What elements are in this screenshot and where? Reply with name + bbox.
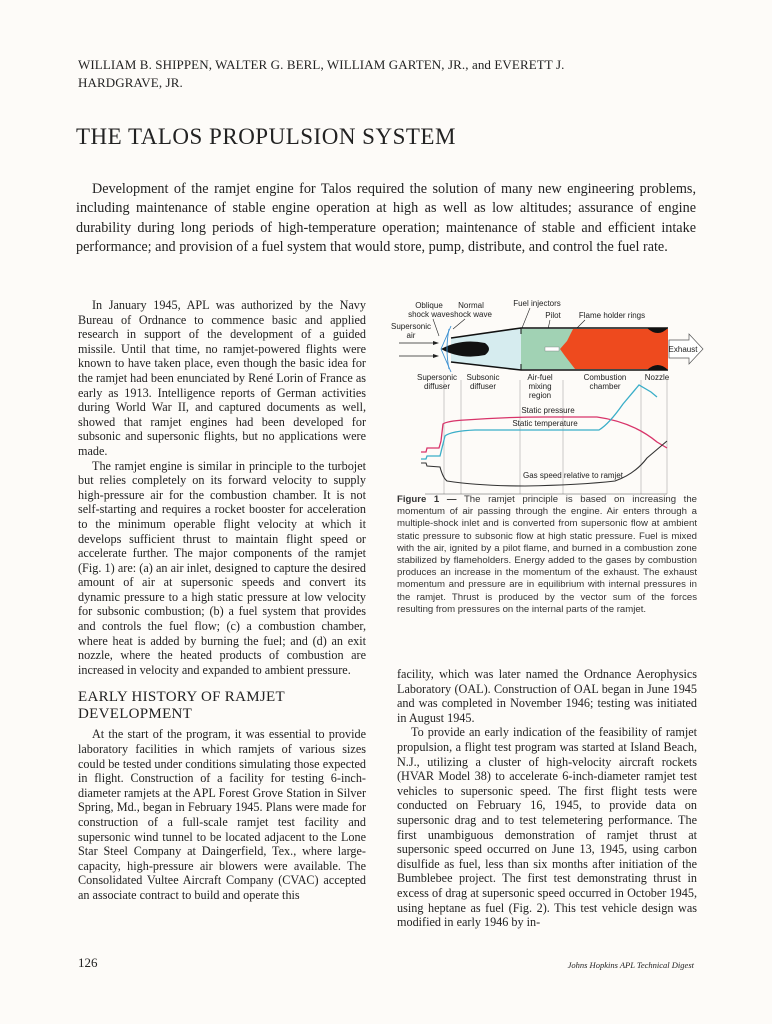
body-paragraph: facility, which was later named the Ordnance Aerophysics Laboratory (OAL). Construction of OAL began in June 1945 and was completed in November 1946; testing was initiated in August 1945. (397, 667, 697, 725)
label-oblique-2: shock wave (408, 310, 450, 319)
caption-text: The ramjet principle is based on increasing the momentum of air passing through the engine. Air enters through a multiple-shock inlet and is converted from supersonic flow at ambient static pressure to subsonic flow at high static pressure. Fuel is mixed with the air, ignited by a pilot flame, and burned in a combustion zone stabilized by flameholders. Energy added to the gases by combustion produces an increase in the momentum of the exhaust. The exhaust momentum and pressure are in equilibrium with internal pressures in the ramjet. Thrust is produced by the vector sum of the forces resulting from pressures on the internal parts of the ramjet. (397, 494, 697, 615)
label-gas-speed: Gas speed relative to ramjet (522, 471, 624, 480)
article-title: THE TALOS PROPULSION SYSTEM (76, 124, 456, 149)
label-combustion-2: chamber (589, 382, 621, 391)
body-paragraph: At the start of the program, it was essential to provide laboratory facilities in which ramjets of various sizes could be tested under conditions simulating those expected in flight. Construction of a facility for testing 6-inch-diameter ramjets at the APL Forest Grove Station in Silver Spring, Md., began in February 1945. Plans were made for construction of a full-scale ramjet test facility and supersonic wind tunnel to be located adjacent to the Lone Star Steel Company at Daingerfield, Tex., where large-capacity, high-pressure air blowers were available. The Consolidated Vultee Aircraft Company (CVAC) accepted an associate contract to build and operate this (78, 727, 366, 902)
label-nozzle: Nozzle (644, 373, 670, 382)
left-column (78, 298, 366, 903)
figure-caption (397, 494, 697, 616)
journal-name: Johns Hopkins APL Technical Digest (567, 960, 694, 970)
label-exhaust: Exhaust (668, 345, 698, 354)
right-column (397, 667, 697, 930)
label-flame-holder: Flame holder rings (578, 311, 646, 320)
abstract: Development of the ramjet engine for Talos required the solution of many new engineering problems, including maintenance of stable engine operation at high as well as low altitudes; assurance of engine durability during long periods of high-temperature operation; maintenance of stable and efficient intake performance; and provision of a fuel system that would store, pump, distribute, and control the fuel rate. (76, 181, 696, 255)
label-supersonic-air: Supersonic (390, 322, 432, 331)
pilot-tube (545, 347, 559, 351)
section-heading: EARLY HISTORY OF RAMJET DEVELOPMENT (78, 689, 285, 723)
label-mixing-2: mixing (528, 382, 552, 391)
body-paragraph: To provide an early indication of the feasibility of ramjet propulsion, a flight test program was started at Island Beach, N.J., utilizing a cluster of high-velocity aircraft rockets (HVAR Model 38) to accelerate 6-inch-diameter ramjet test vehicles to supersonic speed. The first flight tests were conducted on February 16, 1945, to provide data on supersonic drag and to test telemetering performance. The first unambiguous demonstration of ramjet thrust at supersonic speed occurred on June 13, 1945, using carbon disulfide as fuel, less than six months after initiation of the Bumblebee project. The first test demonstrating thrust in excess of drag at supersonic speed occurred in October 1945, using heptane as fuel (Fig. 2). This test vehicle design was modified in early 1946 by in- (397, 725, 697, 930)
label-subsonic-diffuser-2: diffuser (469, 382, 497, 391)
label-combustion: Combustion (583, 373, 627, 382)
combustion-region (560, 329, 668, 369)
body-paragraph: In January 1945, APL was authorized by the Navy Bureau of Ordnance to commence basic and applied research in support of the development of a guided missile. Until that time, no ramjet-powered flights were known to have taken place, even though the basic idea for the ramjet had been enunciated by René Lorin of France as early as 1913. Intelligence reports of German activities during World War II, and captured documents as well, showed that ramjet engines had been developed for subsonic and supersonic flights, but no applications were made. (78, 298, 366, 458)
label-static-pressure: Static pressure (521, 406, 575, 415)
label-supersonic-diffuser: Supersonic (416, 373, 458, 382)
label-oblique: Oblique (415, 301, 443, 310)
label-static-temperature: Static temperature (512, 419, 578, 428)
label-fuel-injectors: Fuel injectors (513, 299, 561, 308)
label-mixing-3: region (528, 391, 552, 400)
body-paragraph: The ramjet engine is similar in principle to the turbojet but relies completely on its forward velocity to supply high-pressure air for the combustion chamber. It is not self-starting and requires a rocket booster for acceleration to the minimum operable flight velocity at which it develops sufficient thrust to maintain flight speed or accelerate further. The major components of the ramjet (Fig. 1) are: (a) an air inlet, designed to capture the desired amount of air at supersonic speeds and convert its dynamic pressure to a high static pressure at low velocity for subsonic combustion; (b) a fuel system that provides and controls the fuel flow; (c) a combustion chamber, where heat is added by burning the fuel; and (d) an exit nozzle, where the heated products of combustion are increased in velocity and expanded to ambient pressure. (78, 458, 366, 677)
label-normal-2: shock wave (450, 310, 492, 319)
label-supersonic-diffuser-2: diffuser (423, 382, 451, 391)
inlet-spike (441, 341, 489, 356)
label-mixing: Air-fuel (527, 373, 553, 382)
label-supersonic-air-2: air (406, 331, 416, 340)
ramjet-diagram-svg (390, 296, 705, 496)
caption-label: Figure 1 — (397, 494, 457, 505)
figure-1-ramjet-diagram (390, 296, 705, 496)
page-number: 126 (78, 955, 98, 970)
label-normal: Normal (458, 301, 484, 310)
label-pilot: Pilot (545, 311, 561, 320)
authors: WILLIAM B. SHIPPEN, WALTER G. BERL, WILLIAM GARTEN, JR., and EVERETT J. HARDGRAVE, JR. (78, 57, 565, 90)
label-subsonic-diffuser: Subsonic (466, 373, 500, 382)
